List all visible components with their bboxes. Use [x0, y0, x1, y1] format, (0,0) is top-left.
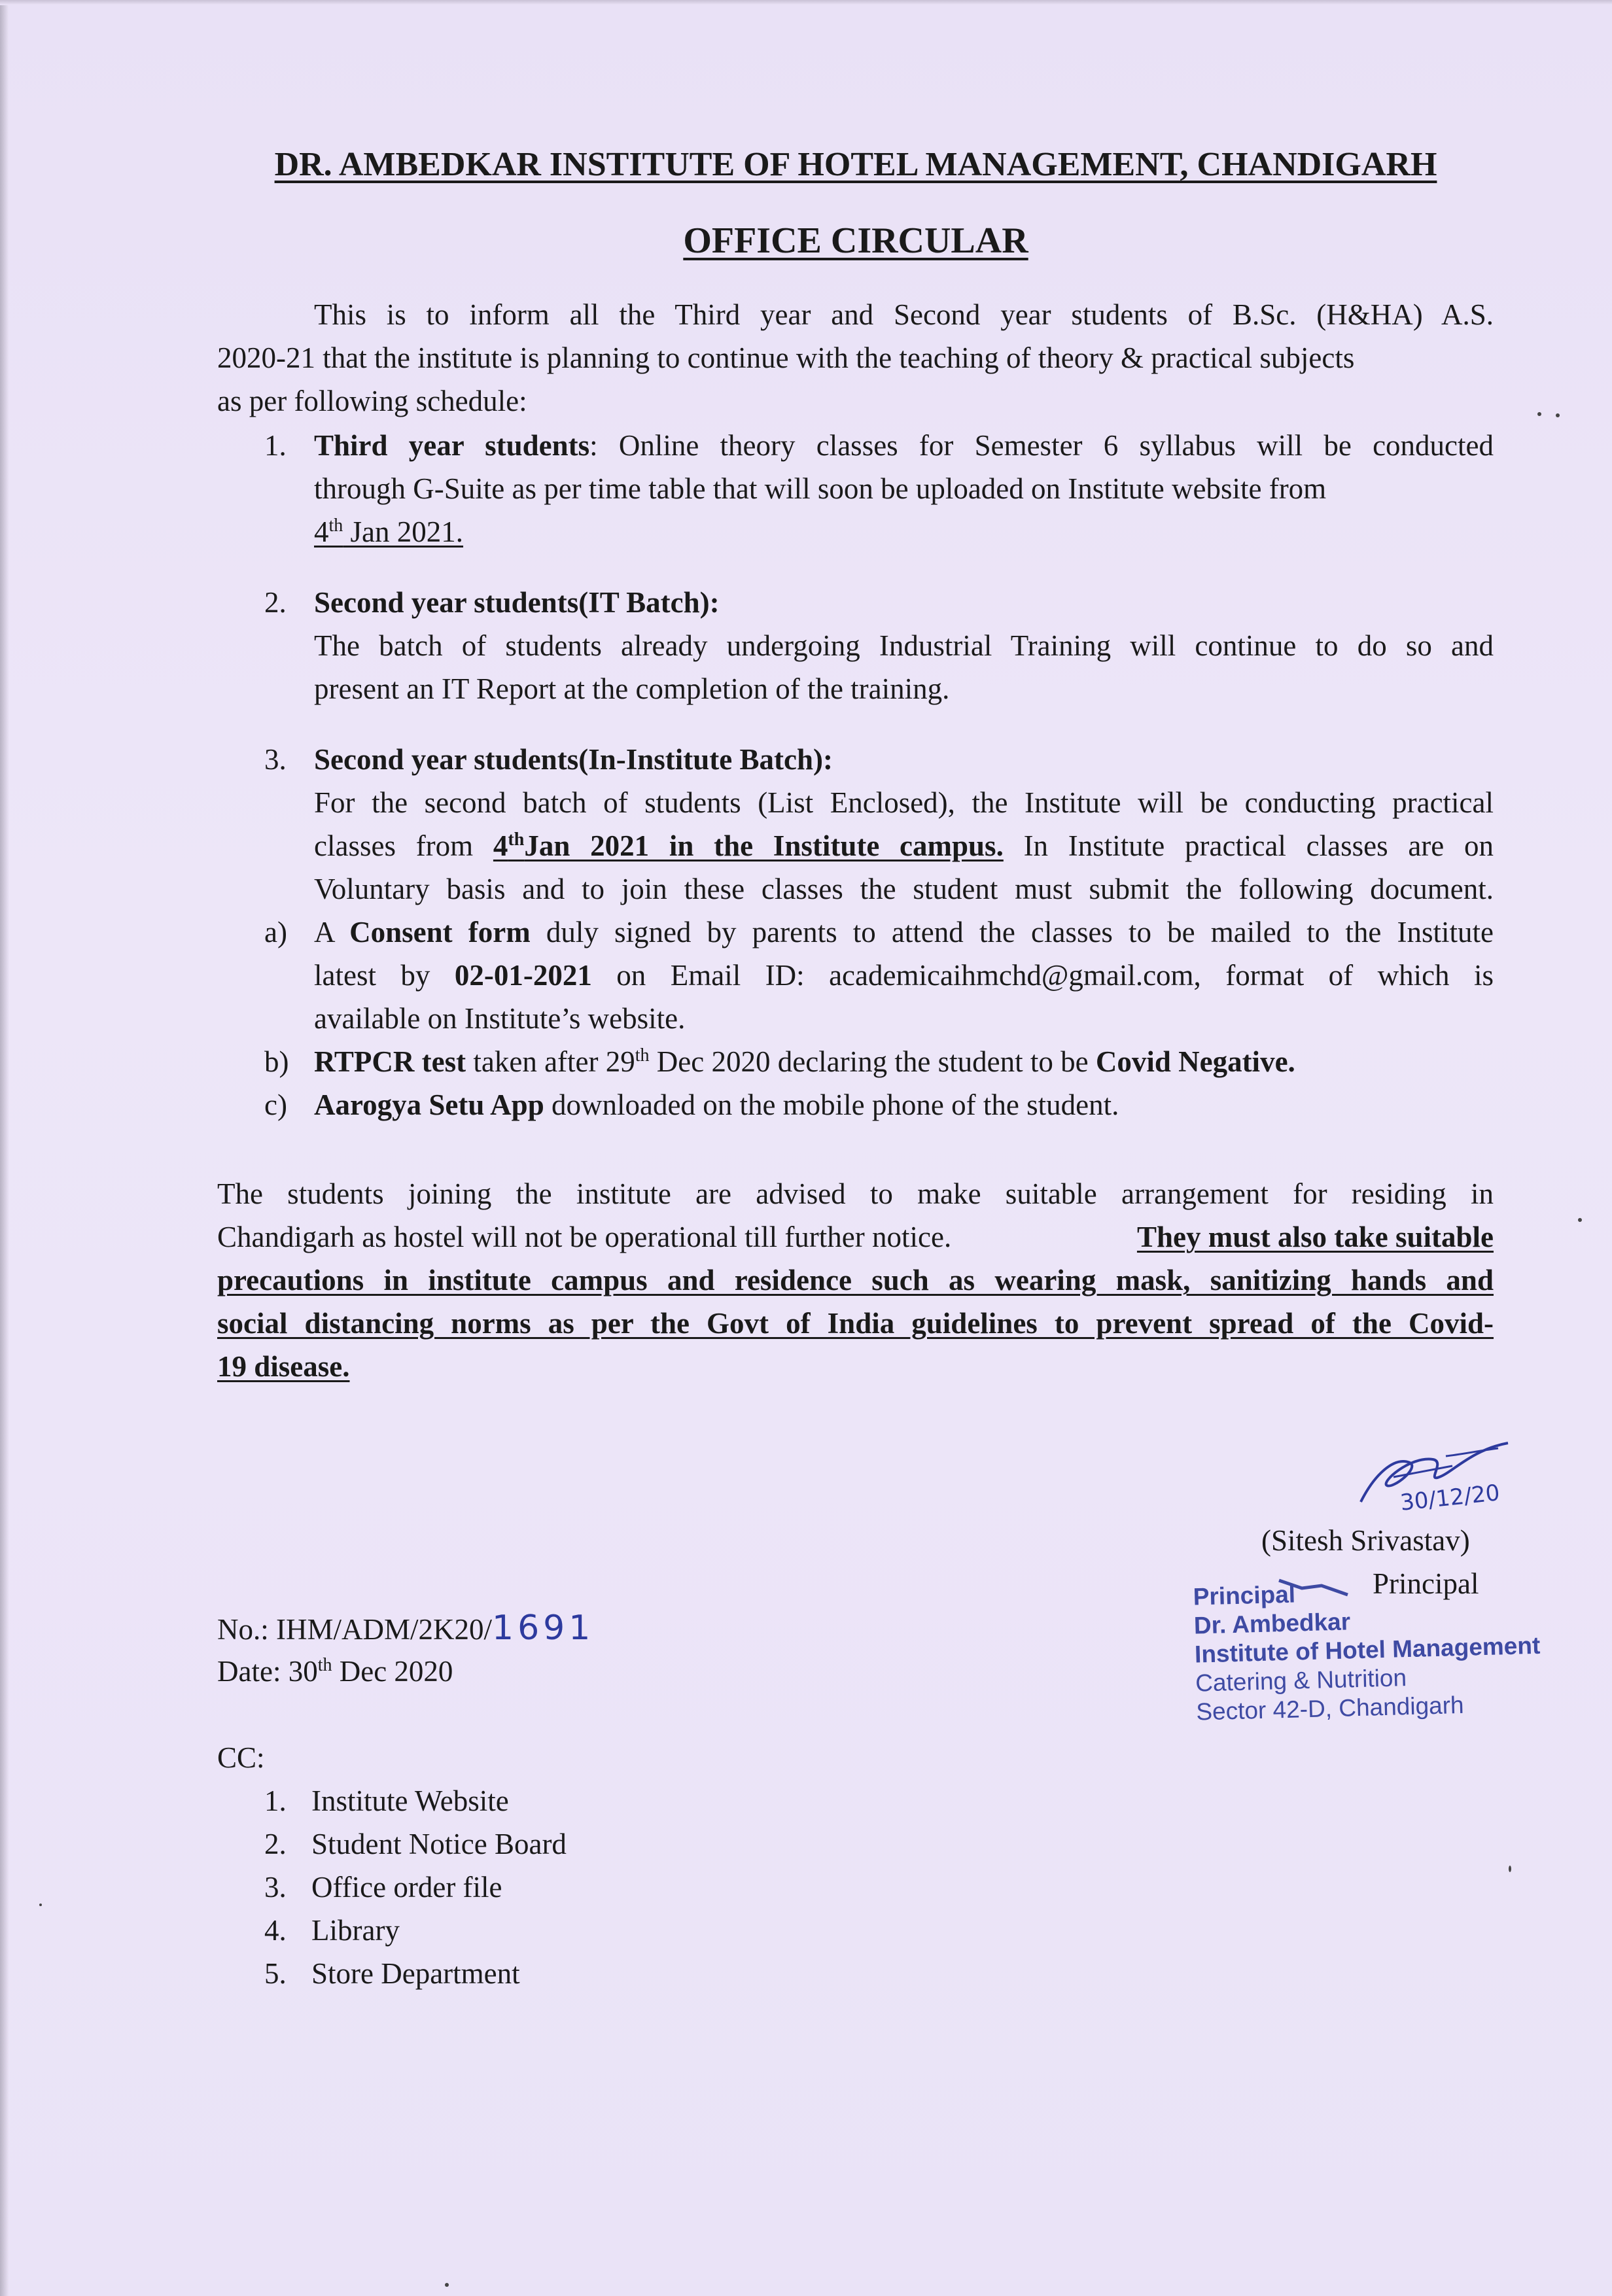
subitem-a-bold: Consent form — [349, 916, 531, 948]
reference-number-handwritten: 1691 — [492, 1609, 595, 1648]
item-3-line-2 — [314, 824, 1494, 867]
item-2-colon: : — [709, 586, 720, 619]
reference-date-post: Dec 2020 — [332, 1655, 453, 1688]
intro-line-1: This is to inform all the Third year and Second year students of B.Sc. (H&HA) A.S. — [314, 298, 1494, 331]
item-2-marker: 2. — [264, 586, 287, 619]
subitem-a-pre: A — [314, 916, 350, 948]
stamp-line-4: Catering & Nutrition — [1195, 1664, 1407, 1697]
item-2-heading-line — [314, 581, 720, 624]
item-3-colon: : — [822, 743, 833, 776]
circular-title: OFFICE CIRCULAR — [683, 220, 1028, 261]
subitem-c-text: downloaded on the mobile phone of the student. — [544, 1088, 1119, 1121]
item-1-date-rest: Jan 2021. — [343, 515, 464, 548]
item-3-heading-line — [314, 738, 833, 781]
item-3-date-day: 4 — [493, 829, 508, 862]
item-3-heading: Second year students(In-Institute Batch) — [314, 743, 823, 776]
reference-date-pre: Date: 30 — [217, 1655, 318, 1688]
stamp-line-2: Dr. Ambedkar — [1193, 1608, 1351, 1639]
scan-speck — [1509, 1866, 1511, 1872]
reference-number — [217, 1607, 594, 1651]
subitem-b-bold: RTPCR test — [314, 1045, 466, 1078]
item-3-date-sup: th — [508, 829, 525, 850]
subitem-b-text-2: Dec 2020 declaring the student to be — [649, 1045, 1096, 1078]
item-3-marker: 3. — [264, 743, 287, 776]
cc-item-5: Store Department — [311, 1957, 520, 1990]
institute-heading: DR. AMBEDKAR INSTITUTE OF HOTEL MANAGEMENT, CHANDIGARH — [274, 146, 1437, 183]
item-1-marker: 1. — [264, 429, 287, 462]
scan-speck — [445, 2283, 449, 2287]
cc-item-2: Student Notice Board — [311, 1828, 567, 1860]
cc-item-1: Institute Website — [311, 1784, 509, 1817]
stamp-line-1: Principal — [1193, 1580, 1296, 1610]
closing-line-2-plain: Chandigarh as hostel will not be operational till further notice. — [217, 1221, 952, 1253]
subitem-c-line — [314, 1083, 1494, 1126]
item-2-heading: Second year students(IT Batch) — [314, 586, 710, 619]
stamp-line-3: Institute of Hotel Management — [1194, 1631, 1541, 1668]
scan-speck — [1578, 1218, 1582, 1222]
intro-line-3: as per following schedule: — [217, 385, 527, 417]
closing-line-3: precautions in institute campus and residence such as wearing mask, sanitizing hands and — [217, 1264, 1494, 1296]
item-2-line-1: The batch of students already undergoing Industrial Training will continue to do so and — [314, 629, 1494, 662]
scan-left-edge — [0, 0, 9, 2296]
item-2-line-2: present an IT Report at the completion of the training. — [314, 672, 950, 705]
scan-speck — [1556, 413, 1560, 417]
item-1-date — [314, 510, 463, 553]
subitem-a-text: duly signed by parents to attend the classes to be mailed to the Institute — [530, 916, 1494, 948]
subitem-c-marker: c) — [264, 1088, 287, 1121]
subitem-c-bold: Aarogya Setu App — [314, 1088, 544, 1121]
item-3-line-2-pre: classes from — [314, 829, 493, 862]
cc-item-3-marker: 3. — [264, 1871, 287, 1904]
subitem-a-deadline: 02-01-2021 — [454, 959, 592, 992]
item-3-line-1: For the second batch of students (List Enclosed), the Institute will be conducting practical — [314, 786, 1494, 819]
cc-label: CC: — [217, 1741, 265, 1774]
subitem-a-line-3: available on Institute’s website. — [314, 1002, 686, 1035]
cc-item-5-marker: 5. — [264, 1957, 287, 1990]
subitem-b-sup: th — [635, 1045, 650, 1066]
stamp-line-5: Sector 42-D, Chandigarh — [1195, 1691, 1465, 1726]
subitem-b-end: . — [1288, 1045, 1295, 1078]
item-3-date-rest: Jan 2021 in the Institute campus. — [524, 829, 1004, 862]
scan-speck — [1537, 412, 1541, 416]
closing-line-5: 19 disease. — [217, 1350, 350, 1383]
reference-number-label: No.: IHM/ADM/2K20/ — [217, 1613, 493, 1646]
subitem-b-line — [314, 1040, 1494, 1083]
cc-item-2-marker: 2. — [264, 1828, 287, 1860]
item-3-line-3: Voluntary basis and to join these classes the student must submit the following document. — [314, 873, 1494, 905]
subitem-b-marker: b) — [264, 1045, 289, 1078]
reference-date-sup: th — [317, 1655, 332, 1675]
intro-line-2: 2020-21 that the institute is planning to continue with the teaching of theory & practical subjects — [217, 341, 1355, 374]
closing-line-4: social distancing norms as per the Govt of India guidelines to prevent spread of the Covid- — [217, 1307, 1494, 1340]
closing-line-2 — [217, 1215, 1494, 1259]
item-1-line-2: through G-Suite as per time table that will soon be uploaded on Institute website from — [314, 472, 1327, 505]
item-3-line-2-post: In Institute practical classes are on — [1003, 829, 1494, 862]
cc-item-4: Library — [311, 1914, 400, 1947]
signature-date: 30/12/20 — [1399, 1480, 1501, 1516]
subitem-a-line-2-post: on Email ID: academicaihmchd@gmail.com, format of which is — [591, 959, 1494, 992]
subitem-a-marker: a) — [264, 916, 287, 948]
office-stamp — [1193, 1573, 1576, 1726]
signatory-name: (Sitesh Srivastav) — [1261, 1524, 1470, 1557]
subitem-a-line-2-pre: latest by — [314, 959, 455, 992]
subitem-a-line-1 — [314, 911, 1494, 954]
item-1-date-sup: th — [328, 515, 343, 536]
item-1-heading: Third year students — [314, 429, 590, 462]
scan-speck — [39, 1904, 42, 1906]
subitem-b-bold-2: Covid Negative — [1095, 1045, 1288, 1078]
scan-top-edge — [0, 0, 1612, 5]
subitem-b-text-1: taken after 29 — [466, 1045, 635, 1078]
closing-line-1: The students joining the institute are advised to make suitable arrangement for residing in — [217, 1177, 1494, 1210]
closing-line-2-bold: They must also take suitable — [1136, 1221, 1494, 1253]
reference-date — [217, 1650, 453, 1693]
item-1-line-1 — [314, 424, 1494, 467]
subitem-a-line-2 — [314, 954, 1494, 997]
signatory-designation: Principal — [1373, 1567, 1479, 1600]
cc-item-4-marker: 4. — [264, 1914, 287, 1947]
cc-item-3: Office order file — [311, 1871, 502, 1904]
item-1-text: : Online theory classes for Semester 6 syllabus will be conducted — [589, 429, 1494, 462]
cc-item-1-marker: 1. — [264, 1784, 287, 1817]
item-3-line-2-date — [493, 829, 1004, 862]
item-1-date-day: 4 — [314, 515, 329, 548]
stamp-pen-stroke — [1276, 1574, 1354, 1600]
